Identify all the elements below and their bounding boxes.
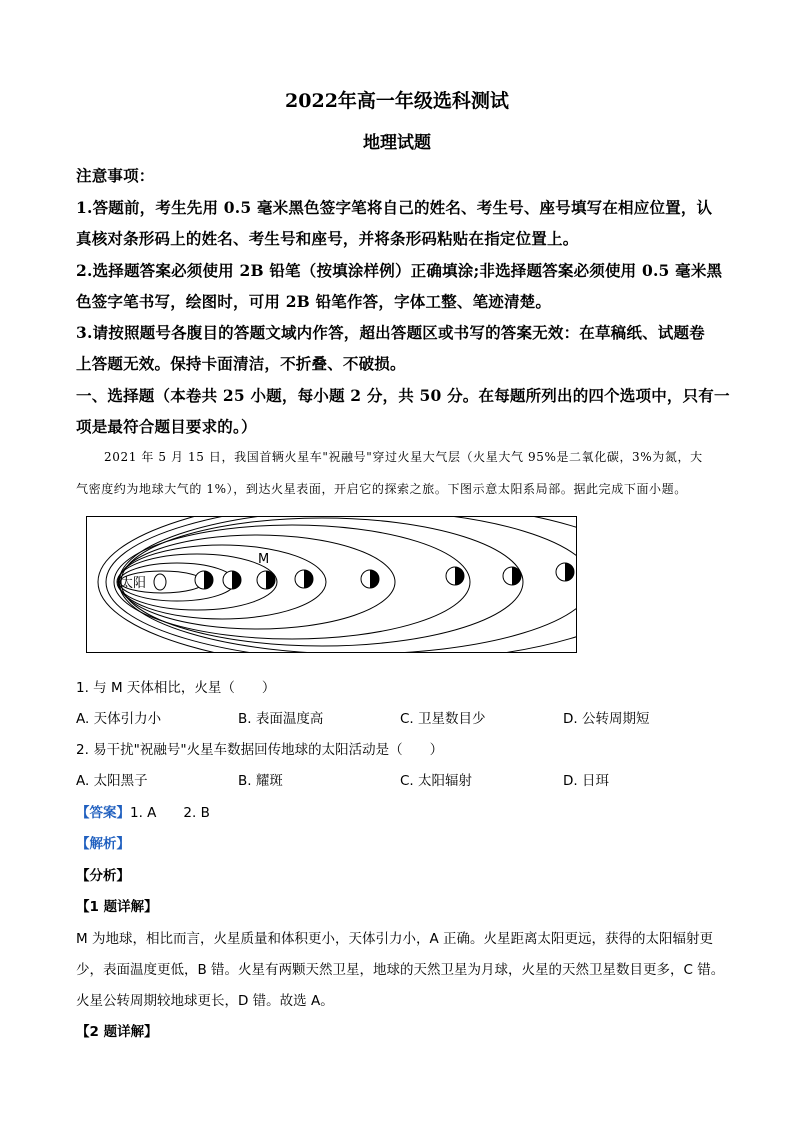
- notice-line-1: 1.答题前，考生先用 0.5 毫米黑色签字笔将自己的姓名、考生号、座号填写在相应位置，认: [76, 198, 713, 217]
- question-2-option-d: D. 日珥: [563, 773, 609, 789]
- notice-line-3: 2.选择题答案必须使用 2B 铅笔（按填涂样例）正确填涂;非选择题答案必须使用 0.5 毫米黑: [76, 261, 723, 280]
- planet-icon: [295, 570, 313, 588]
- planet-m-icon: [257, 571, 275, 589]
- q2-detail-heading: 【2 题详解】: [76, 1024, 158, 1040]
- answer-value: 1. A 2. B: [130, 805, 210, 821]
- planet-icon: [223, 571, 241, 589]
- planet-icon: [195, 571, 213, 589]
- planet-icon: [556, 563, 574, 581]
- question-2-option-b: B. 耀斑: [238, 773, 283, 789]
- q1-detail-line-3: 火星公转周期较地球更长，D 错。故选 A。: [76, 993, 334, 1009]
- page-title: 2022年高一年级选科测试: [285, 90, 509, 112]
- answer-tag: 【答案】: [76, 805, 130, 821]
- q1-detail-line-2: 少，表面温度更低，B 错。火星有两颗天然卫星，地球的天然卫星为月球，火星的天然卫星数目更多，C 错。: [76, 962, 725, 978]
- q1-detail-line-1: M 为地球，相比而言，火星质量和体积更小，天体引力小，A 正确。火星距离太阳更远，获得的太阳辐射更: [76, 931, 713, 947]
- question-2-stem: 2. 易干扰"祝融号"火星车数据回传地球的太阳活动是（ ）: [76, 742, 444, 758]
- sun-icon: [154, 574, 166, 590]
- solar-system-diagram: [86, 516, 577, 653]
- answer-line: [76, 801, 210, 821]
- passage-line-2: 气密度约为地球大气的 1%），到达火星表面，开启它的探索之旅。下图示意太阳系局部。据此完成下面小题。: [76, 482, 687, 496]
- notice-line-6: 上答题无效。保持卡面清洁，不折叠、不破损。: [76, 354, 406, 373]
- question-1-option-c: C. 卫星数目少: [400, 711, 486, 727]
- planet-icon: [361, 570, 379, 588]
- section-line-2: 项是最符合题目要求的。）: [76, 417, 257, 436]
- notice-line-4: 色签字笔书写，绘图时，可用 2B 铅笔作答，字体工整、笔迹清楚。: [76, 292, 552, 311]
- question-1-option-d: D. 公转周期短: [563, 711, 650, 727]
- question-2-option-c: C. 太阳辐射: [400, 773, 473, 789]
- planet-icon: [446, 567, 464, 585]
- notice-line-2: 真核对条形码上的姓名、考生号和座号，并将条形码粘贴在指定位置上。: [76, 229, 579, 248]
- question-1-option-b: B. 表面温度高: [238, 711, 324, 727]
- passage-line-1: 2021 年 5 月 15 日，我国首辆火星车"祝融号"穿过火星大气层（火星大气 95%是二氧化碳，3%为氮，大: [104, 450, 703, 464]
- page-subtitle: 地理试题: [363, 133, 431, 153]
- notice-line-5: 3.请按照题号各腹目的答题文域内作答，超出答题区或书写的答案无效：在草稿纸、试题卷: [76, 323, 705, 342]
- question-2-option-a: A. 太阳黑子: [76, 773, 148, 789]
- section-line-1: 一、选择题（本卷共 25 小题，每小题 2 分，共 50 分。在每题所列出的四个选项中，只有一: [76, 386, 730, 405]
- sun-label: 太阳: [120, 576, 147, 591]
- m-label: M: [258, 552, 270, 567]
- question-1-option-a: A. 天体引力小: [76, 711, 162, 727]
- q1-detail-heading: 【1 题详解】: [76, 899, 158, 915]
- notice-heading: 注意事项：: [76, 166, 155, 185]
- question-1-stem: 1. 与 M 天体相比，火星（ ）: [76, 680, 276, 696]
- planet-icon: [503, 567, 521, 585]
- analysis-heading: 【解析】: [76, 836, 130, 852]
- fenxi-heading: 【分析】: [76, 868, 130, 884]
